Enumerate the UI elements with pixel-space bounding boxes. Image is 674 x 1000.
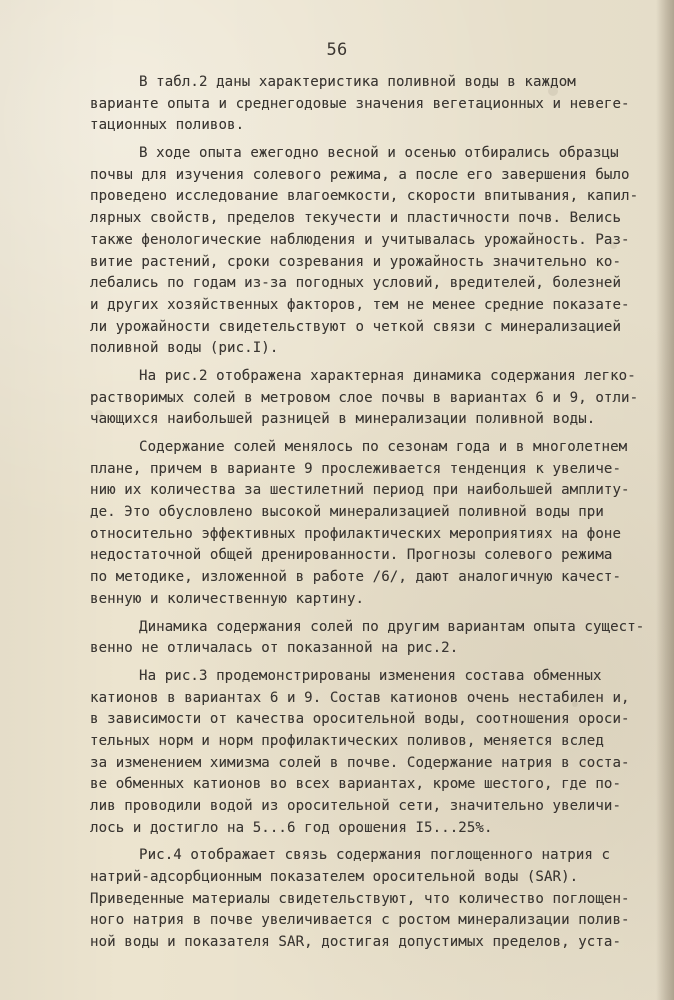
paragraph <box>90 437 650 611</box>
text-line: также фенологические наблюдения и учитывалась урожайность. Раз- <box>90 231 630 248</box>
page-edge-shadow <box>656 0 674 1000</box>
text-line: В табл.2 даны характеристика поливной воды в каждом <box>139 74 576 90</box>
text-line: по методике, изложенной в работе /6/, дают аналогичную качест- <box>90 569 622 586</box>
text-line: венную и количественную картину. <box>90 590 365 607</box>
text-line: недостаточной общей дренированности. Прогнозы солевого режима <box>90 547 613 564</box>
text-line: ве обменных катионов во всех вариантах, кроме шестого, где по- <box>90 776 622 793</box>
text-line: На рис.3 продемонстрированы изменения состава обменных <box>139 667 602 684</box>
text-line: Динамика содержания солей по другим вариантам опыта сущест- <box>139 618 645 635</box>
text-line: в зависимости от качества оросительной воды, соотношения ороси- <box>90 711 630 728</box>
text-line: лебались по годам из-за погодных условий, вредителей, болезней <box>90 275 622 292</box>
text-line: нию их количества за шестилетний период при наибольшей амплиту- <box>90 482 630 499</box>
text-line: де. Это обусловлено высокой минерализацией поливной воды при <box>90 504 604 521</box>
text-line: и других хозяйственных факторов, тем не менее средние показате- <box>90 296 630 313</box>
text-line: растворимых солей в метровом слое почвы в вариантах 6 и 9, отли- <box>90 389 639 406</box>
text-line: Содержание солей менялось по сезонам года и в многолетнем <box>139 439 628 455</box>
text-line: чающихся наибольшей разницей в минерализации поливной воды. <box>90 411 596 428</box>
text-line: В ходе опыта ежегодно весной и осенью отбирались образцы <box>139 145 619 162</box>
text-line: тационных поливов. <box>90 117 245 134</box>
paragraph <box>90 72 650 137</box>
text-line: На рис.2 отображена характерная динамика содержания легко- <box>139 367 636 384</box>
text-line: проведено исследование влагоемкости, скорости впитывания, капил- <box>90 188 639 205</box>
paragraph <box>90 845 650 953</box>
text-line: за изменением химизма солей в почве. Содержание натрия в соста- <box>90 754 630 771</box>
text-line: витие растений, сроки созревания и урожайность значительно ко- <box>90 253 622 270</box>
paragraph <box>90 666 650 840</box>
body-text <box>90 72 650 954</box>
text-line: ного натрия в почве увеличивается с ростом минерализации полив- <box>90 912 630 929</box>
text-line: натрий-адсорбционным показателем оросительной воды (SAR). <box>90 869 579 886</box>
text-line: катионов в вариантах 6 и 9. Состав катионов очень нестабилен и, <box>90 689 630 706</box>
text-line: поливной воды (рис.I). <box>90 340 279 357</box>
text-line: ли урожайности свидетельствуют о четкой связи с минерализацией <box>90 318 622 335</box>
text-line: Приведенные материалы свидетельствуют, что количество поглощен- <box>90 890 630 907</box>
text-line: почвы для изучения солевого режима, а после его завершения было <box>90 166 630 183</box>
text-line: лив проводили водой из оросительной сети, значительно увеличи- <box>90 798 622 814</box>
text-line: тельных норм и норм профилактических поливов, меняется вслед <box>90 732 604 749</box>
text-line: варианте опыта и среднегодовые значения вегетационных и невеге- <box>90 95 630 112</box>
paragraph <box>90 143 650 360</box>
text-line: лось и достигло на 5...6 год орошения I5...25%. <box>90 819 493 836</box>
text-line: ной воды и показателя SAR, достигая допустимых пределов, уста- <box>90 934 622 951</box>
text-line: Рис.4 отображает связь содержания поглощенного натрия с <box>139 847 611 864</box>
text-line: лярных свойств, пределов текучести и пластичности почв. Велись <box>90 210 622 227</box>
text-line: плане, причем в варианте 9 прослеживается тенденция к увеличе- <box>90 460 622 477</box>
paragraph <box>90 366 650 431</box>
paragraph <box>90 617 650 660</box>
text-line: венно не отличалась от показанной на рис.2. <box>90 640 459 657</box>
page-number: 56 <box>326 40 348 60</box>
text-line: относительно эффективных профилактических мероприятиях на фоне <box>90 525 622 542</box>
